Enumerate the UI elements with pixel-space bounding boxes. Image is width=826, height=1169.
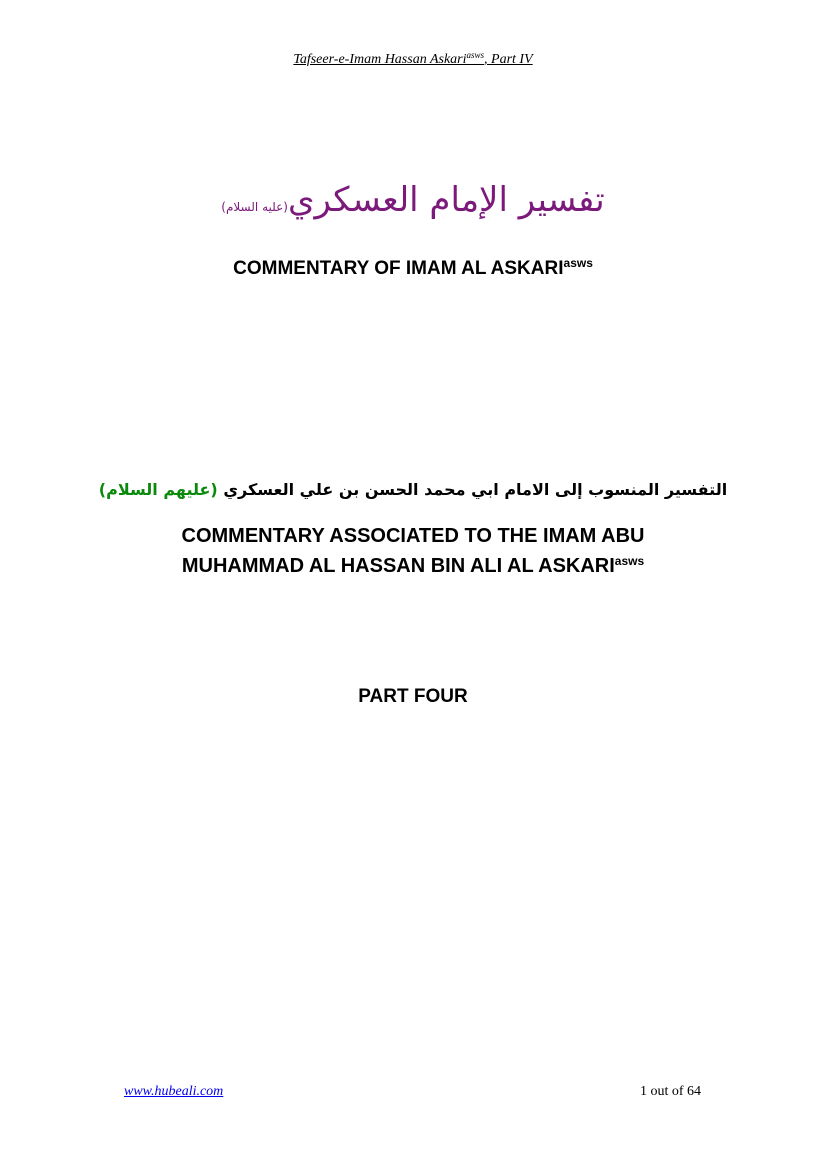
english-title-superscript: asws	[563, 256, 593, 270]
footer-website-link[interactable]: www.hubeali.com	[124, 1084, 224, 1099]
arabic-subtitle-honorific: (عليهم السلام)	[98, 480, 218, 499]
english-subtitle-line2: MUHAMMAD AL HASSAN BIN ALI AL ASKARI	[181, 555, 615, 577]
header-superscript: asws	[466, 50, 485, 60]
running-header	[0, 50, 826, 68]
part-label: PART FOUR	[358, 686, 468, 707]
header-title: Tafseer-e-Imam Hassan Askari	[293, 52, 467, 67]
arabic-title-honorific: (عليه السلام)	[221, 200, 288, 214]
footer-page-number: 1 out of 64	[639, 1084, 701, 1099]
english-subtitle-superscript: asws	[614, 554, 645, 568]
english-title-text: COMMENTARY OF IMAM AL ASKARI	[233, 258, 564, 279]
arabic-title-main: تفسير الإمام العسكري	[287, 180, 605, 220]
header-suffix: , Part IV	[484, 52, 533, 67]
arabic-subtitle	[0, 480, 826, 499]
english-title	[0, 256, 826, 280]
english-subtitle	[0, 524, 826, 579]
arabic-title	[0, 180, 826, 220]
english-subtitle-line1: COMMENTARY ASSOCIATED TO THE IMAM ABU	[181, 525, 645, 547]
english-subtitle-line2-wrap	[0, 549, 826, 579]
arabic-subtitle-main: التفسير المنسوب إلى الامام ابي محمد الحسن بن علي العسكري	[223, 480, 728, 499]
